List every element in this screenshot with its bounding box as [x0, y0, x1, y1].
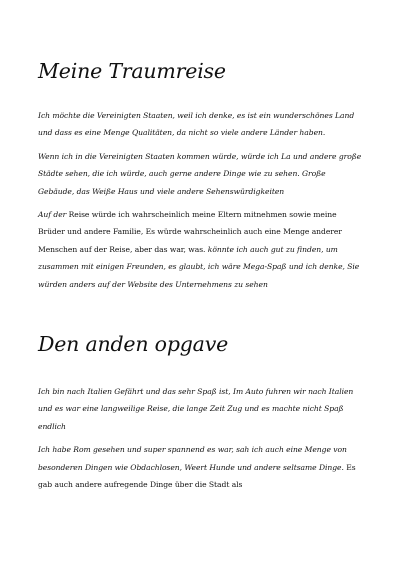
paragraph-rom-upright: Es gab auch andere aufregende Dinge über die Stadt als [38, 462, 356, 490]
paragraph-intro: Ich möchte die Vereinigten Staaten, weil ich denke, es ist ein wunderschönes Land und dass es eine Menge Qualitäten, da nicht so viele andere Länder haben. [38, 111, 355, 138]
paragraph-rom [38, 441, 364, 493]
paragraph-family-start: Auf der [38, 210, 67, 220]
paragraph-family-end: könnte ich auch gut zu finden, um zusammen mit einigen Freunden, es glaubt, ich wäre Mega-Spaß und ich denke, Sie würden anders auf der Website des Unternehmens zu sehen [38, 244, 360, 289]
paragraph-cities: Wenn ich in die Vereinigten Staaten kommen würde, würde ich La und andere große Städte sehen, die ich würde, auch gerne andere Dinge wie zu sehen. Große Gebäude, das Weiße Haus und viele andere Sehenswürdigkeiten [38, 151, 362, 196]
heading-meine-traumreise: Meine Traumreise [38, 59, 226, 83]
paragraph-family [38, 206, 364, 293]
paragraph-family-upright: Reise würde ich wahrscheinlich meine Eltern mitnehmen sowie meine Brüder und andere Familie, Es würde wahrscheinlich auch eine Menge anderer Menschen auf der Reise, aber das war, was. [38, 210, 342, 254]
paragraph-rom-start: Ich habe Rom gesehen und super spannend es war, sah ich auch eine Menge von besonderen Dingen wie Obdachlosen, Weert Hunde und andere seltsame Dinge. [38, 445, 347, 472]
document-content [38, 58, 364, 500]
paragraph-italien: Ich bin nach Italien Gefährt und das sehr Spaß ist, Im Auto fuhren wir nach Italien und es war eine langweilige Reise, die lange Zeit Zug und es machte nicht Spaß endlich [38, 387, 354, 431]
heading-den-anden-opgave: Den anden opgave [38, 332, 229, 357]
